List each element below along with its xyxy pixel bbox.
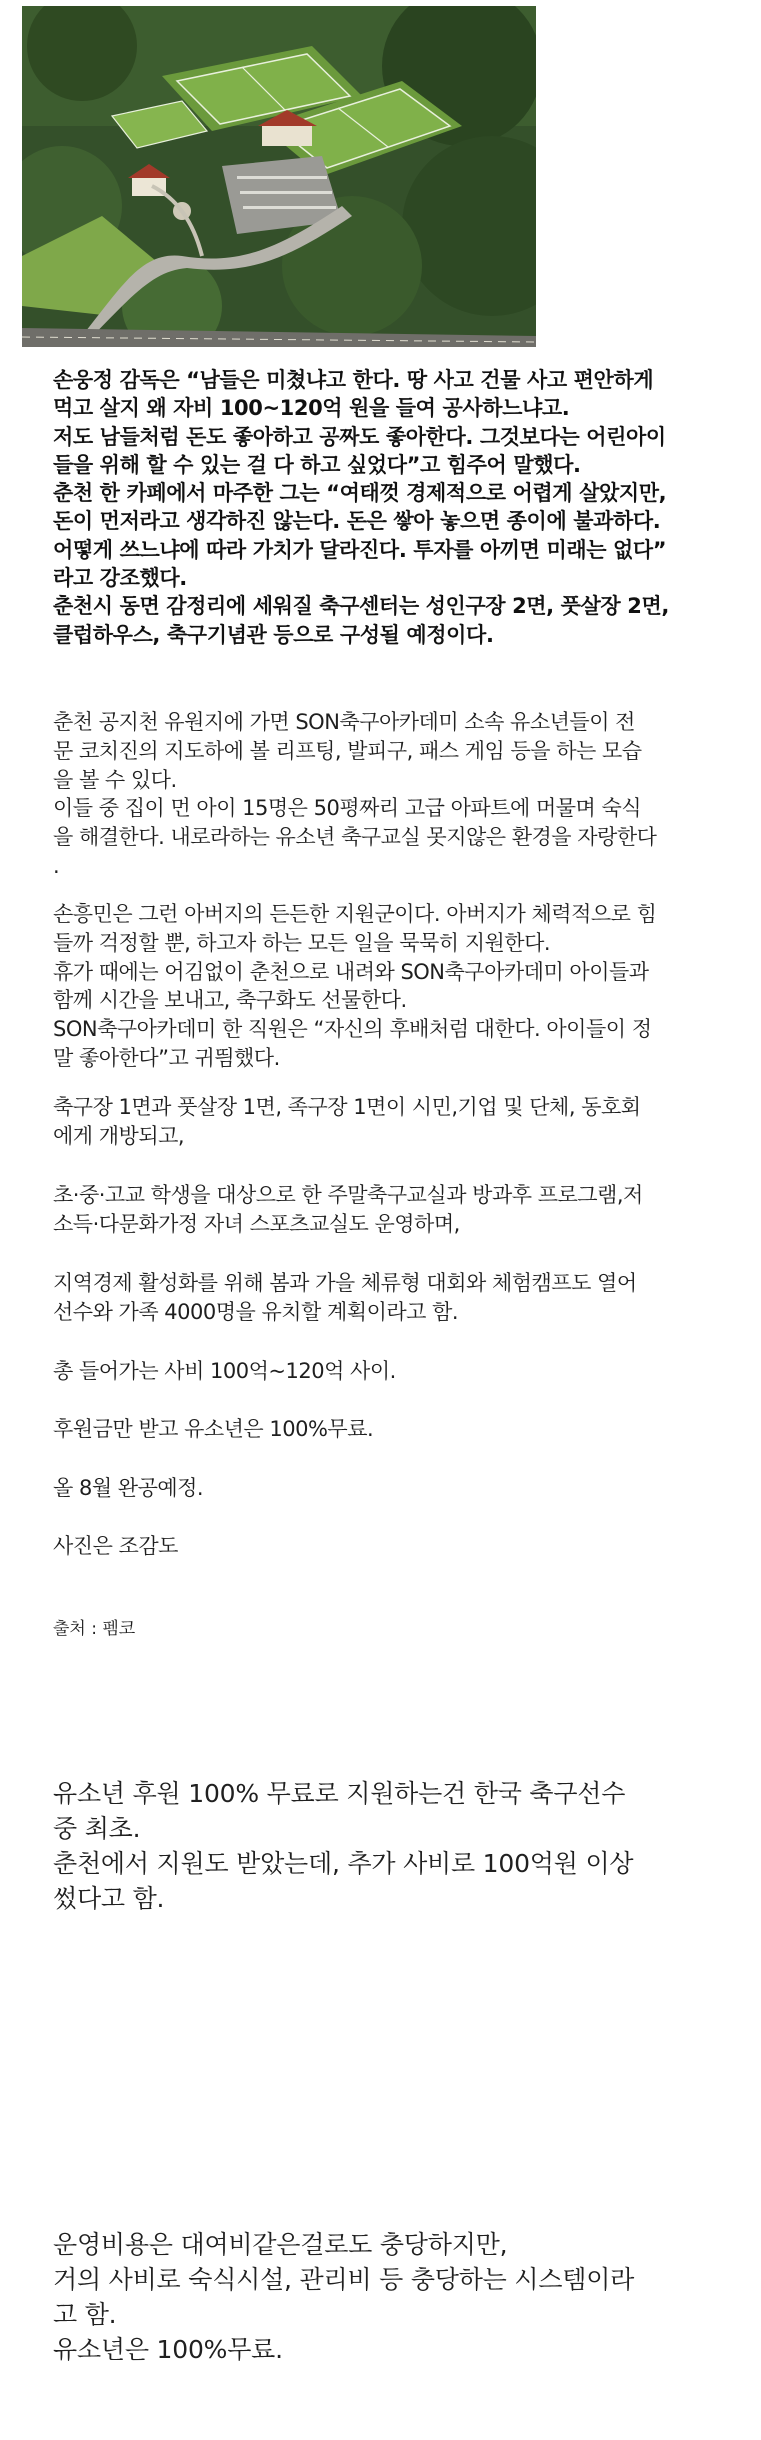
paragraph-open-fields: 축구장 1면과 풋살장 1면, 족구장 1면이 시민,기업 및 단체, 동호회 에게 개방되고,: [53, 1095, 641, 1148]
quote-paragraph-bold: 손웅정 감독은 “남들은 미쳤냐고 한다. 땅 사고 건물 사고 편안하게 먹고 살지 왜 자비 100~120억 원을 들여 공사하느냐고. 저도 남들처럼 돈도 좋아하고 공짜도 좋아한다. 그것보다는 어린아이 들을 위해 할 수 있는 걸 다 하고 싶었다”고 힘주어 말했다. 춘천 한 카페에서 마주한 그는 “여태껏 경제적으로 어렵게 살았지만, 돈이 먼저라고 생각하진 않는다. 돈은 쌓아 놓으면 종이에 불과하다. 어떻게 쓰느냐에 따라 가치가 달라진다. 투자를 아끼면 미래는 없다” 라고 강조했다. 춘천시 동면 감정리에 세워질 축구센터는 성인구장 2면, 풋살장 2면, 클럽하우스, 축구기념관 등으로 구성될 예정이다.: [53, 368, 669, 647]
paragraph-son-heung-min: 손흥민은 그런 아버지의 든든한 지원군이다. 아버지가 체력적으로 힘 들까 걱정할 뿐, 하고자 하는 모든 일을 묵묵히 지원한다. 휴가 때에는 어김없이 춘천으로 내려와 SON축구아카데미 아이들과 함께 시간을 보내고, 축구화도 선물한다. SON축구아카데미 한 직원은 “자신의 후배처럼 대한다. 아이들이 정 말 좋아한다”고 귀띔했다.: [53, 902, 657, 1070]
note-paragraph-2: 운영비용은 대여비같은걸로도 충당하지만, 거의 사비로 숙식시설, 관리비 등 충당하는 시스템이라 고 함. 유소년은 100%무료.: [53, 2230, 635, 2364]
paragraph-economy: 지역경제 활성화를 위해 봄과 가을 체류형 대회와 체험캠프도 열어 선수와 가족 4000명을 유치할 계획이라고 함.: [53, 1271, 637, 1324]
paragraph-free: 후원금만 받고 유소년은 100%무료.: [53, 1417, 374, 1441]
note-paragraph-1: 유소년 후원 100% 무료로 지원하는건 한국 축구선수 중 최초. 춘천에서 지원도 받았는데, 추가 사비로 100억원 이상 썼다고 함.: [53, 1779, 634, 1913]
aerial-rendering-image: [22, 6, 536, 347]
paragraph-cost: 총 들어가는 사비 100억~120억 사이.: [53, 1359, 396, 1383]
paragraph-programs: 초·중·고교 학생을 대상으로 한 주말축구교실과 방과후 프로그램,저 소득·다문화가정 자녀 스포츠교실도 운영하며,: [53, 1183, 643, 1236]
paragraph-photo-note: 사진은 조감도: [53, 1534, 178, 1558]
paragraph-completion: 올 8월 완공예정.: [53, 1476, 204, 1500]
source-line: 출처 : 펨코: [53, 1619, 136, 1639]
paragraph-academy: 춘천 공지천 유원지에 가면 SON축구아카데미 소속 유소년들이 전 문 코치진의 지도하에 볼 리프팅, 발피구, 패스 게임 등을 하는 모습 을 볼 수 있다. 이들 중 집이 먼 아이 15명은 50평짜리 고급 아파트에 머물며 숙식 을 해결한다. 내로라하는 유소년 축구교실 못지않은 환경을 자랑한다 .: [53, 710, 657, 878]
football-center-aerial-view: [22, 6, 536, 347]
